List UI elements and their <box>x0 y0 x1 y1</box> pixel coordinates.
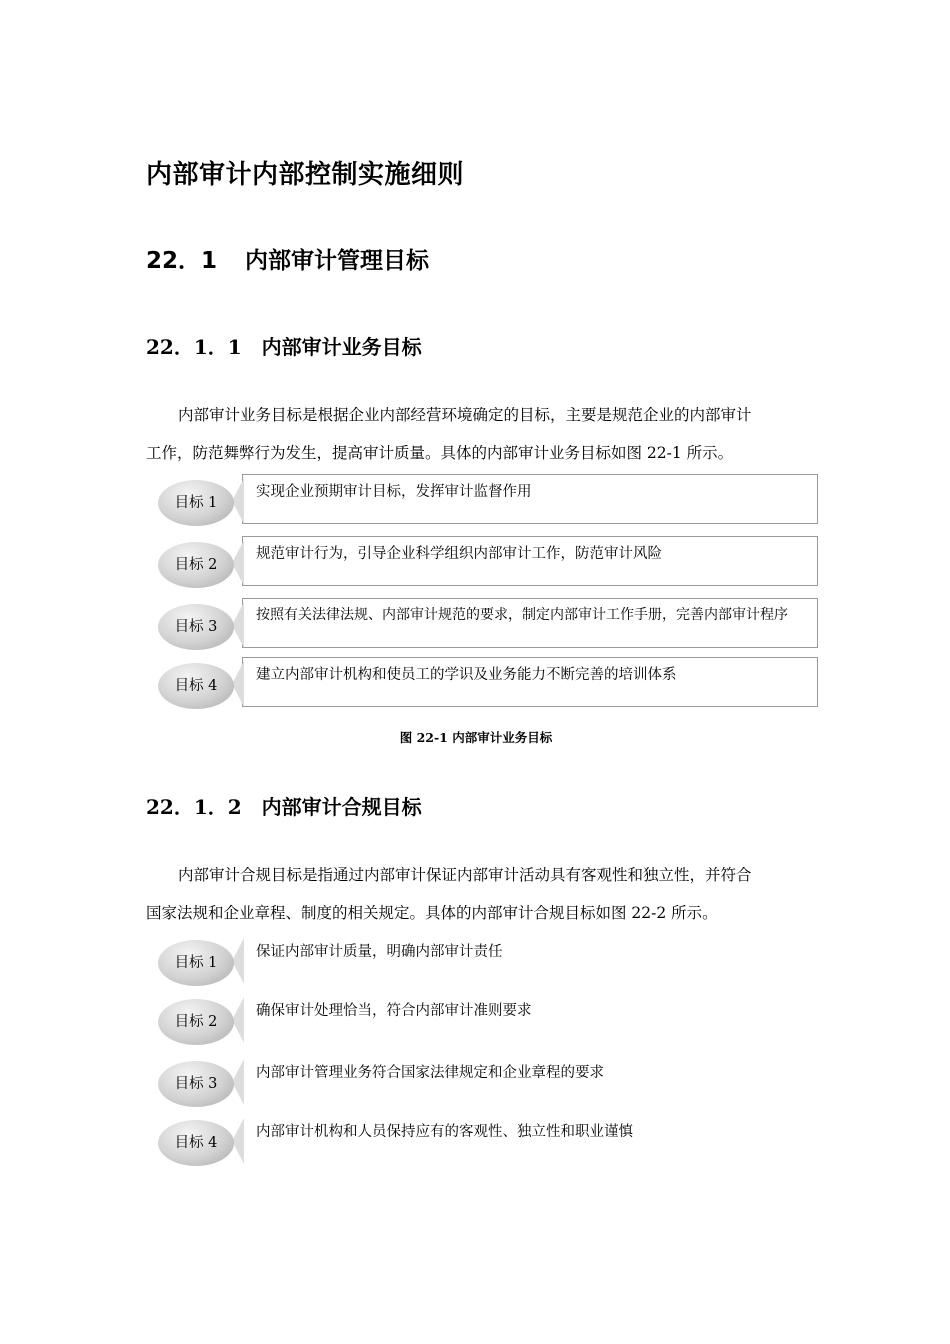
goal-item <box>158 934 820 986</box>
goal-badge: 目标 3 <box>158 1061 234 1107</box>
goal-text: 实现企业预期审计目标，发挥审计监督作用 <box>256 484 532 500</box>
goal-text: 规范审计行为，引导企业科学组织内部审计工作，防范审计风险 <box>256 546 662 562</box>
subsection-heading-1 <box>146 331 422 360</box>
goal-badge: 目标 4 <box>158 1120 234 1166</box>
document-title: 内部审计内部控制实施细则 <box>146 160 465 190</box>
goal-item <box>158 993 820 1045</box>
subsection-number: 22．1．2 <box>146 795 242 819</box>
goal-text: 建立内部审计机构和使员工的学识及业务能力不断完善的培训体系 <box>256 667 677 683</box>
goal-text: 内部审计管理业务符合国家法律规定和企业章程的要求 <box>256 1065 604 1081</box>
goal-item <box>158 1055 820 1107</box>
section-number: 22．1 <box>146 248 218 274</box>
section-title: 内部审计管理目标 <box>245 248 430 274</box>
section-heading <box>146 242 429 275</box>
goal-text: 确保审计处理恰当，符合内部审计准则要求 <box>256 1003 532 1019</box>
paragraph-compliance-goals <box>146 856 826 932</box>
paragraph-business-goals <box>146 396 826 472</box>
subsection-heading-2 <box>146 791 422 820</box>
goal-badge: 目标 4 <box>158 663 234 709</box>
subsection-title: 内部审计业务目标 <box>261 335 422 359</box>
paragraph-line: 国家法规和企业章程、制度的相关规定。具体的内部审计合规目标如图 22-2 所示。 <box>146 904 718 922</box>
figure-caption: 图 22-1 内部审计业务目标 <box>399 730 553 745</box>
goal-item <box>158 657 820 709</box>
goal-text: 按照有关法律法规、内部审计规范的要求，制定内部审计工作手册，完善内部审计程序 <box>256 607 788 623</box>
goal-text: 内部审计机构和人员保持应有的客观性、独立性和职业谨慎 <box>256 1124 633 1140</box>
goal-item <box>158 598 820 650</box>
subsection-title: 内部审计合规目标 <box>261 795 422 819</box>
subsection-number: 22．1．1 <box>146 335 242 359</box>
goal-item <box>158 474 820 526</box>
goal-item <box>158 536 820 588</box>
goal-badge: 目标 2 <box>158 999 234 1045</box>
goal-text: 保证内部审计质量，明确内部审计责任 <box>256 944 503 960</box>
goal-badge: 目标 1 <box>158 940 234 986</box>
goal-item <box>158 1114 820 1166</box>
goal-badge: 目标 2 <box>158 542 234 588</box>
goal-badge: 目标 3 <box>158 604 234 650</box>
goal-badge: 目标 1 <box>158 480 234 526</box>
paragraph-line: 工作，防范舞弊行为发生，提高审计质量。具体的内部审计业务目标如图 22-1 所示。 <box>146 444 734 462</box>
paragraph-line: 内部审计业务目标是根据企业内部经营环境确定的目标，主要是规范企业的内部审计 <box>178 406 752 424</box>
paragraph-line: 内部审计合规目标是指通过内部审计保证内部审计活动具有客观性和独立性，并符合 <box>178 866 752 884</box>
